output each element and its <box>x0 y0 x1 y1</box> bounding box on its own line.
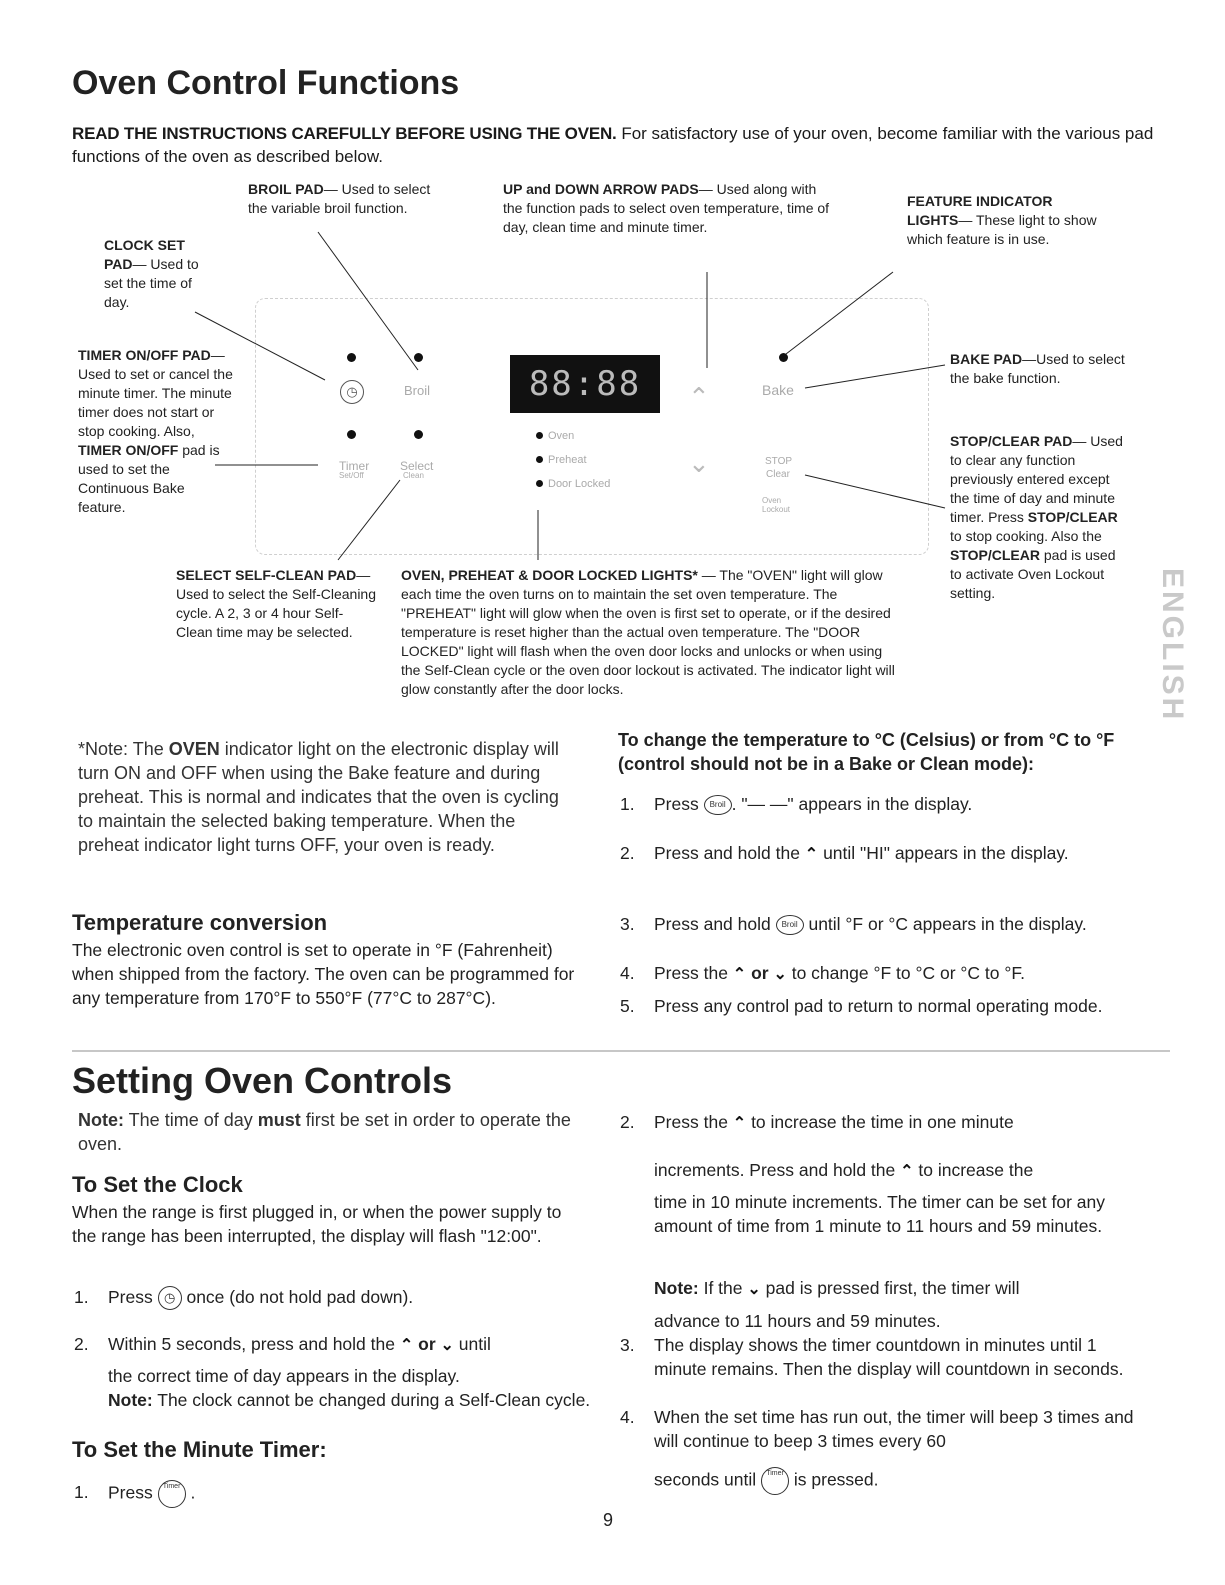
feature-lights-label: FEATURE INDICATOR LIGHTS— These light to show which feature is in use. <box>907 193 1097 247</box>
clock-note: Note: The time of day must first be set in order to operate the oven. <box>78 1110 571 1154</box>
timer-pad-label: TIMER ON/OFF PAD— Used to set or cancel the minute timer. The minute timer does not start or stop cooking. Also, TIMER ON/OFF pad is used to set the Continuous Bake feature. <box>78 347 233 515</box>
down-arrow-icon: ⌄ <box>440 1337 454 1354</box>
timer-pad-icon: Timer <box>761 1467 789 1495</box>
arrow-pads-label: UP and DOWN ARROW PADS— Used along with the function pads to select oven temperature, time of day, clean time and minute timer. <box>503 181 830 235</box>
select-pad-sub: Clean <box>403 471 424 480</box>
door-locked-label: Door Locked <box>548 478 611 490</box>
clock-icon[interactable]: ◷ <box>340 380 364 404</box>
bake-pad-label: BAKE PAD—Used to select the bake function. <box>950 351 1125 386</box>
broil-pad-icon: Broil <box>776 915 804 935</box>
oven-lockout-label: Oven Lockout <box>762 496 791 514</box>
temp-conversion-body: The electronic oven control is set to operate in °F (Fahrenheit) when shipped from the factory. The oven can be programmed for any temperature from 170°F to 550°F (77°C to 287°C). <box>72 940 575 1008</box>
clock-set-label: CLOCK SET PAD— Used to set the time of day. <box>104 237 199 310</box>
set-clock-heading: To Set the Clock <box>72 1172 243 1197</box>
up-arrow-icon: ⌃ <box>732 966 747 983</box>
intro-bold: READ THE INSTRUCTIONS CAREFULLY BEFORE USING THE OVEN. <box>72 124 617 143</box>
setting-title: Setting Oven Controls <box>72 1060 453 1101</box>
down-arrow-icon[interactable]: ⌄ <box>688 448 710 478</box>
preheat-light-label: Preheat <box>548 454 587 466</box>
broil-pad-label: BROIL PAD— Used to select the variable broil function. <box>248 181 431 216</box>
up-arrow-icon: ⌃ <box>804 846 819 863</box>
select-pad[interactable]: Select <box>400 459 434 473</box>
led-display: 88:88 <box>510 355 660 413</box>
down-arrow-icon: ⌄ <box>773 966 787 983</box>
up-arrow-icon: ⌃ <box>900 1163 914 1180</box>
timer-step-2-cont: increments. Press and hold the ⌃ to increase the <box>654 1158 1134 1184</box>
set-clock-step-2-cont: the correct time of day appears in the display. Note: The clock cannot be changed during a Self-Clean cycle. <box>108 1366 591 1410</box>
set-clock-body: When the range is first plugged in, or when the power supply to the range has been interrupted, the display will flash "12:00". <box>72 1202 562 1246</box>
broil-pad-icon: Broil <box>704 795 732 815</box>
broil-pad[interactable]: Broil <box>404 383 431 398</box>
self-clean-label: SELECT SELF-CLEAN PAD— Used to select the Self-Cleaning cycle. A 2, 3 or 4 hour Self-Clean time may be selected. <box>176 567 376 640</box>
timer-pad-icon: Timer <box>158 1480 186 1508</box>
timer-note: Note: If the ⌄ pad is pressed first, the timer will <box>654 1276 1134 1302</box>
timer-pad[interactable]: Timer <box>339 459 370 473</box>
up-arrow-icon: ⌃ <box>399 1337 414 1354</box>
minute-timer-heading: To Set the Minute Timer: <box>72 1437 327 1462</box>
section-divider <box>72 1050 1170 1052</box>
timer-step-2-detail: time in 10 minute increments. The timer can be set for any amount of time from 1 minute to 11 hours and 59 minutes. <box>654 1192 1105 1236</box>
oven-light-label: Oven <box>548 430 575 442</box>
timer-step-4-cont: seconds until Timer is pressed. <box>654 1467 1134 1495</box>
stop-clear-label: STOP/CLEAR PAD— Used to clear any function previously entered except the time of day and minute timer. Press STOP/CLEAR to stop cooking. Also the STOP/CLEAR pad is used to activate Oven Lockout setting. <box>950 433 1123 601</box>
language-tab: ENGLISH <box>1156 568 1189 723</box>
up-arrow-icon[interactable]: ⌃ <box>688 382 710 412</box>
page-title: Oven Control Functions <box>72 64 460 102</box>
change-temp-heading: To change the temperature to °C (Celsius) or from °C to °F (control should not be in a Bake or Clean mode): <box>618 730 1115 774</box>
stop-pad-sub: Clear <box>766 469 790 480</box>
timer-note-cont: advance to 11 hours and 59 minutes. <box>654 1311 941 1331</box>
timer-pad-sub: Set/Off <box>339 471 364 480</box>
page-number: 9 <box>603 1510 614 1530</box>
intro-rest: For satisfactory use of your oven, become familiar with the various pad functions of the oven as described below. <box>72 124 1154 166</box>
bake-pad[interactable]: Bake <box>762 382 794 398</box>
oven-lights-label: OVEN, PREHEAT & DOOR LOCKED LIGHTS* — The "OVEN" light will glow each time the oven turns on to maintain the set oven temperature. The "PREHEAT" light will glow when the oven is first set to operate, or if the desired temperature is reset higher than the actual oven temperature. The "DOOR LOCKED" light will flash when the oven door locks and unlocks or when using the Self-Clean cycle or the oven door lockout is activated. The indicator light will glow constantly after the door locks. <box>401 567 895 697</box>
temp-conversion-heading: Temperature conversion <box>72 910 328 935</box>
clock-icon: ◷ <box>158 1286 182 1310</box>
down-arrow-icon: ⌄ <box>747 1281 761 1298</box>
stop-pad[interactable]: STOP <box>765 456 793 467</box>
up-arrow-icon: ⌃ <box>732 1115 747 1132</box>
oven-indicator-note: *Note: The OVEN indicator light on the electronic display will turn ON and OFF when using the Bake feature and during preheat. This is normal and indicates that the oven is cycling to maintain the selected baking temperature. When the preheat indicator light turns OFF, your oven is ready. <box>78 739 559 855</box>
